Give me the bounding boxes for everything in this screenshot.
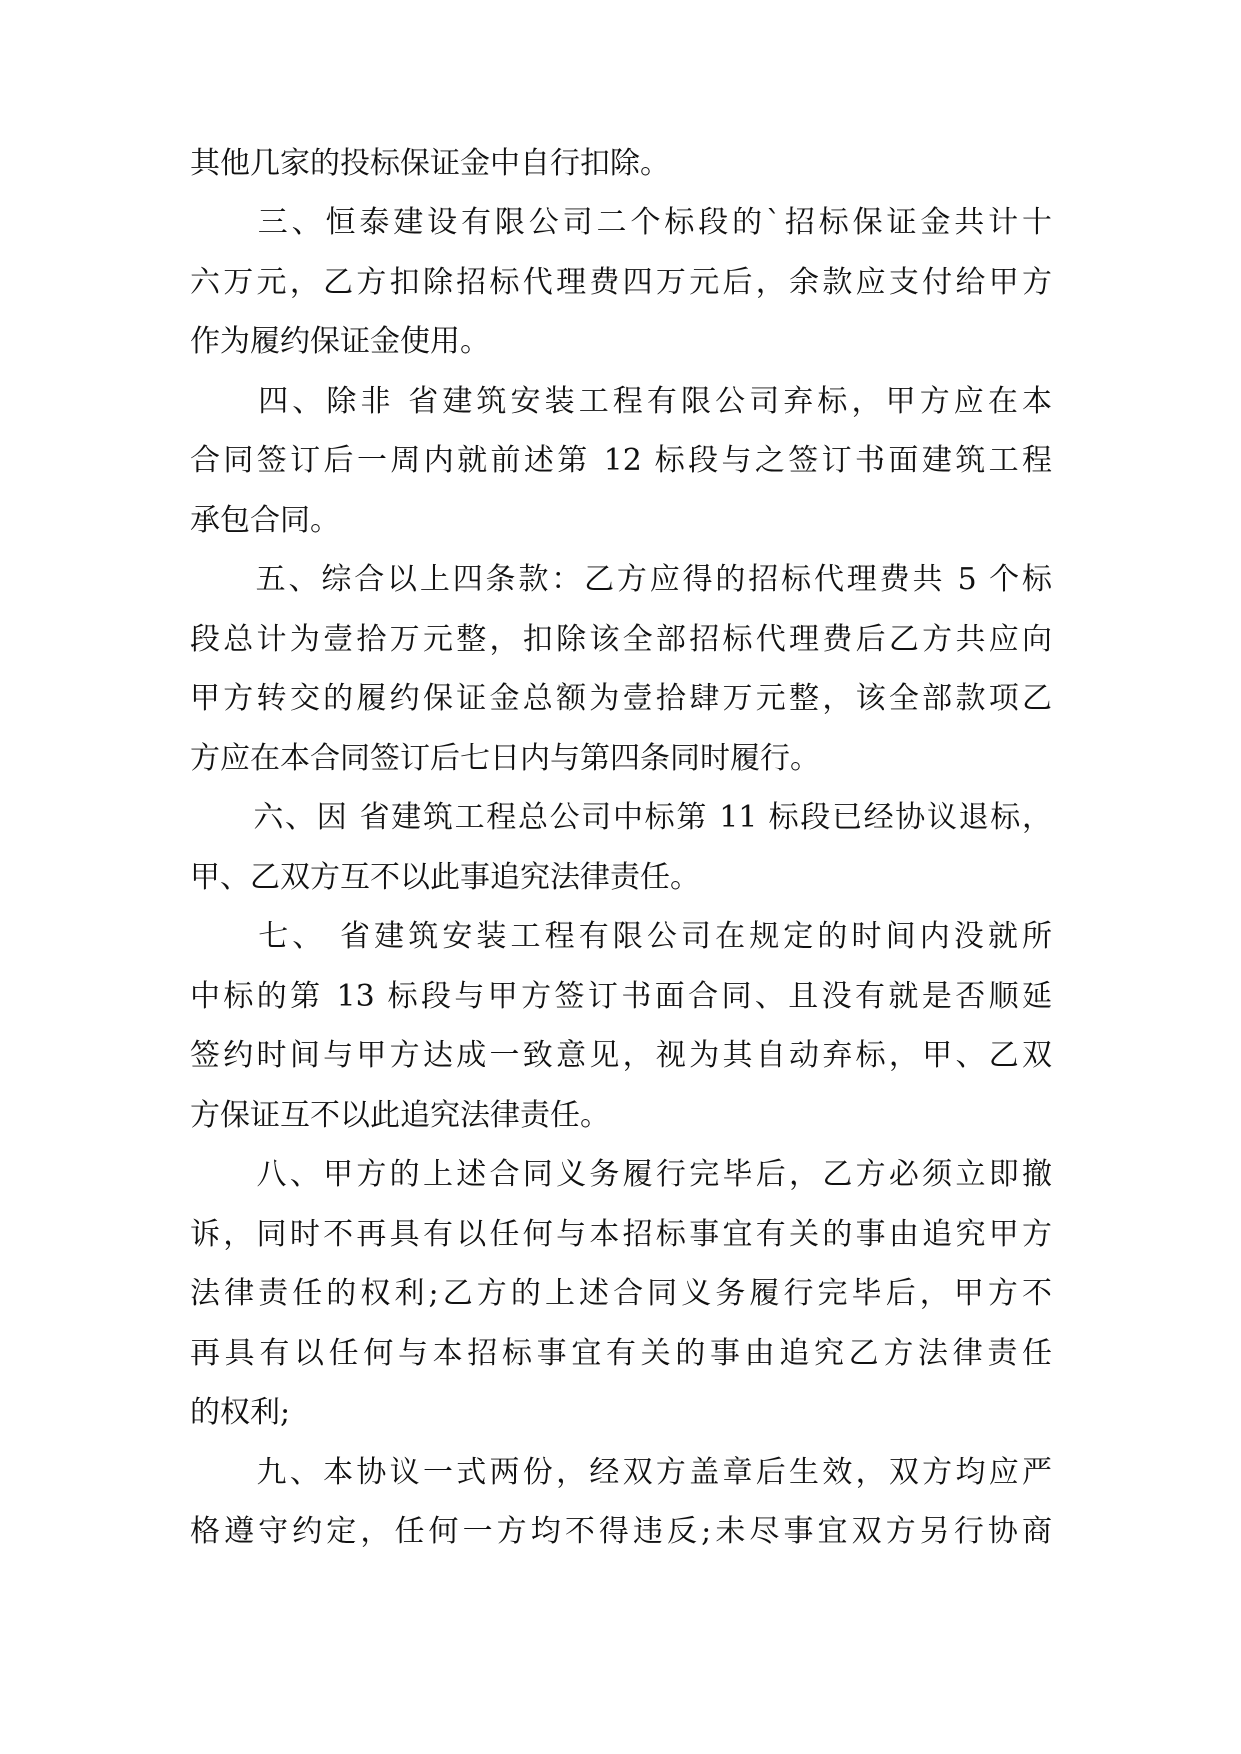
text-line: 法律责任的权利;乙方的上述合同义务履行完毕后，甲方不 — [190, 1276, 1052, 1311]
text-line: 六万元，乙方扣除招标代理费四万元后，余款应支付给甲方 — [190, 265, 1052, 300]
text-line: 方保证互不以此追究法律责任。 — [190, 1098, 610, 1133]
text-line: 格遵守约定，任何一方均不得违反;未尽事宜双方另行协商 — [190, 1514, 1052, 1549]
text-line: 的权利; — [190, 1395, 291, 1430]
text-line: 方应在本合同签订后七日内与第四条同时履行。 — [190, 741, 820, 776]
text-line: 诉，同时不再具有以任何与本招标事宜有关的事由追究甲方 — [190, 1217, 1052, 1252]
text-line: 合同签订后一周内就前述第 12 标段与之签订书面建筑工程 — [190, 443, 1052, 478]
text-line: 再具有以任何与本招标事宜有关的事由追究乙方法律责任 — [190, 1336, 1052, 1371]
text-line: 承包合同。 — [190, 503, 340, 538]
text-line: 四、除非 省建筑安装工程有限公司弃标，甲方应在本 — [190, 384, 1052, 419]
text-line: 七、 省建筑安装工程有限公司在规定的时间内没就所 — [190, 919, 1052, 954]
text-line: 其他几家的投标保证金中自行扣除。 — [190, 146, 670, 181]
text-line: 九、本协议一式两份，经双方盖章后生效，双方均应严 — [190, 1455, 1052, 1490]
text-line: 三、恒泰建设有限公司二个标段的`招标保证金共计十 — [190, 205, 1052, 240]
text-line: 甲、乙双方互不以此事追究法律责任。 — [190, 860, 700, 895]
text-line: 六、因 省建筑工程总公司中标第 11 标段已经协议退标， — [190, 800, 1052, 835]
text-line: 作为履约保证金使用。 — [190, 324, 490, 359]
text-line: 八、甲方的上述合同义务履行完毕后，乙方必须立即撤 — [190, 1157, 1052, 1192]
text-line: 签约时间与甲方达成一致意见，视为其自动弃标，甲、乙双 — [190, 1038, 1052, 1073]
text-line: 段总计为壹拾万元整，扣除该全部招标代理费后乙方共应向 — [190, 622, 1052, 657]
text-line: 甲方转交的履约保证金总额为壹拾肆万元整，该全部款项乙 — [190, 681, 1052, 716]
text-line: 中标的第 13 标段与甲方签订书面合同、且没有就是否顺延 — [190, 979, 1052, 1014]
text-line: 五、综合以上四条款：乙方应得的招标代理费共 5 个标 — [190, 562, 1052, 597]
